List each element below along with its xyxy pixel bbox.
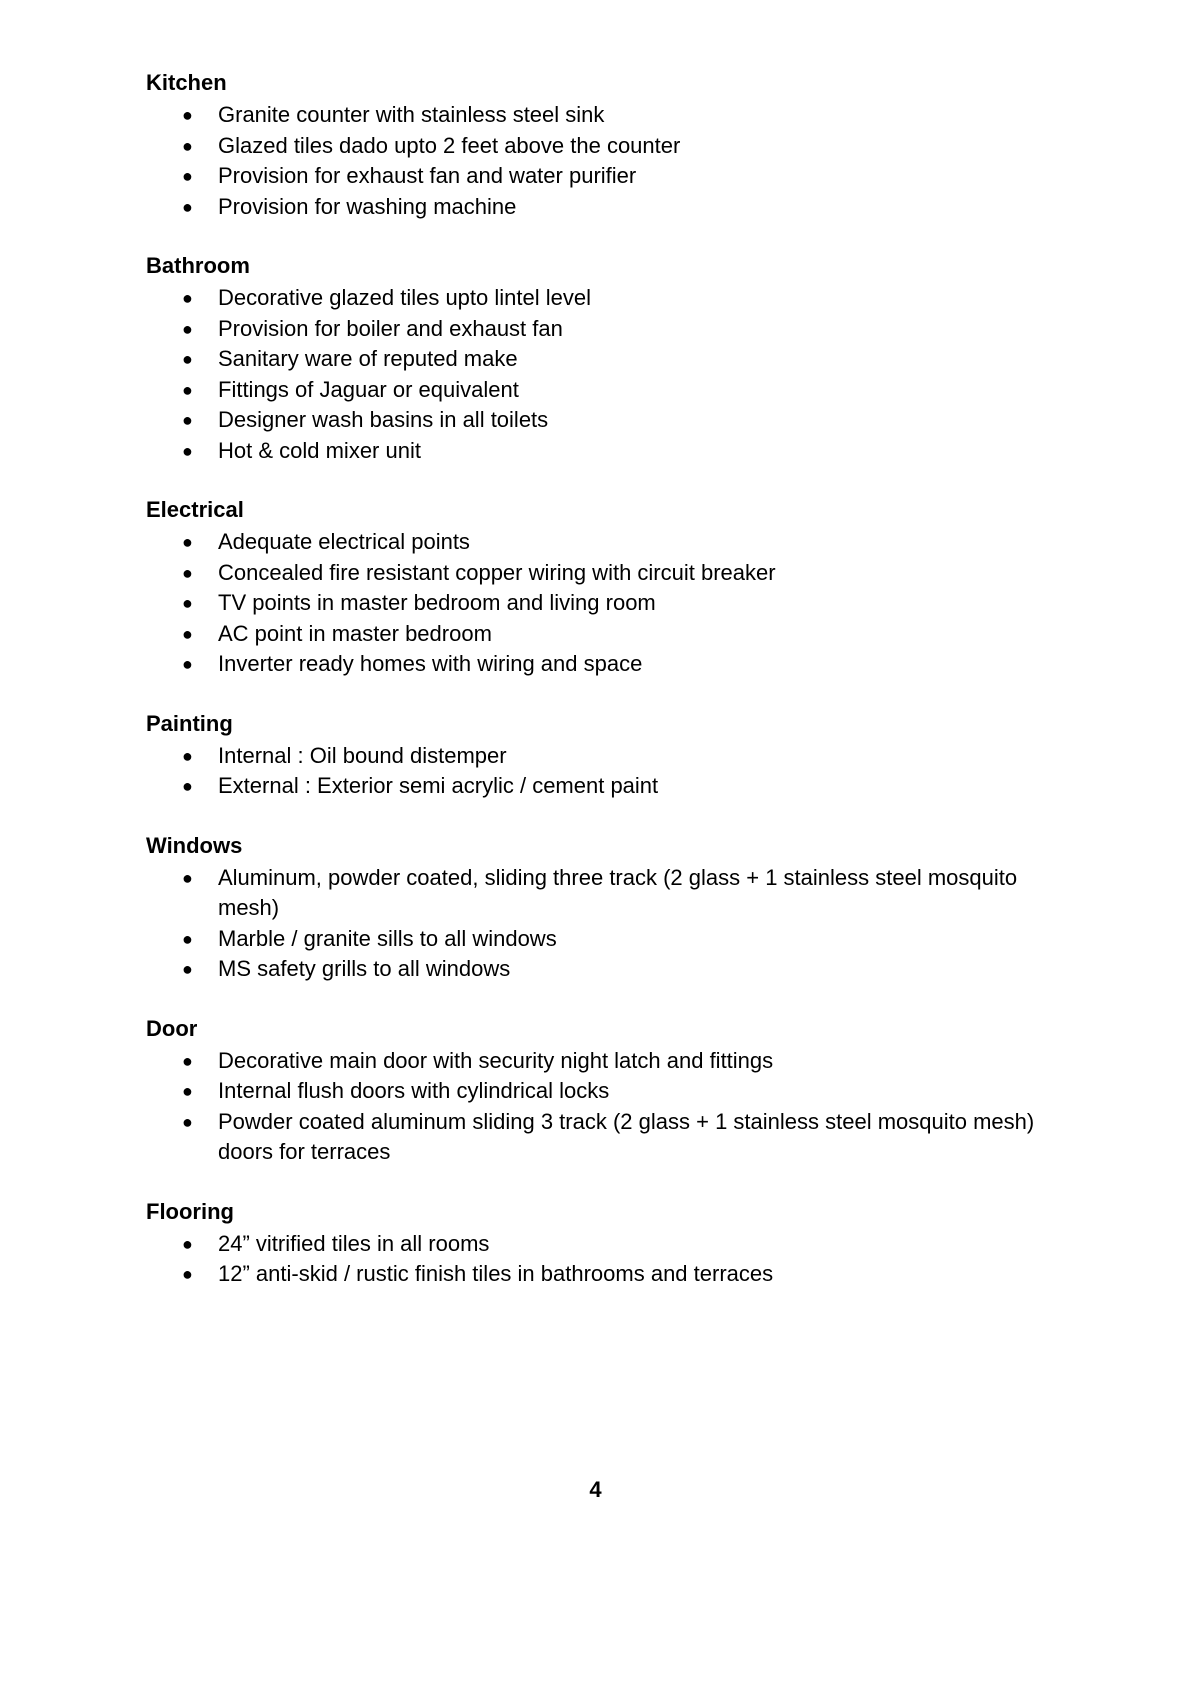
list-item (146, 1107, 1076, 1168)
bullet-list (146, 527, 1076, 680)
section-kitchen (146, 69, 1076, 222)
section-windows (146, 832, 1076, 985)
list-item-text: Sanitary ware of reputed make (218, 346, 518, 371)
list-item (146, 436, 1076, 467)
list-item-text: Powder coated aluminum sliding 3 track (2 glass + 1 stainless steel mosquito mesh) doors for terraces (218, 1108, 1035, 1164)
list-item-text: Hot & cold mixer unit (218, 437, 421, 463)
list-item-text: Adequate electrical points (218, 529, 470, 554)
list-item (146, 771, 1076, 802)
section-heading: Flooring (146, 1198, 234, 1224)
bullet-icon: ● (182, 776, 193, 796)
section-bathroom (146, 252, 1076, 466)
bullet-icon: ● (182, 867, 193, 888)
section-heading: Windows (146, 832, 243, 858)
list-item (146, 1076, 1076, 1107)
section-heading: Electrical (146, 497, 244, 522)
list-item-text: Provision for exhaust fan and water purifier (218, 163, 637, 188)
list-item (146, 527, 1076, 558)
bullet-icon: ● (182, 532, 193, 552)
list-item (146, 344, 1076, 375)
bullet-icon: ● (182, 1111, 193, 1132)
bullet-icon: ● (182, 959, 193, 979)
bullet-icon: ● (182, 1233, 193, 1254)
bullet-list (146, 863, 1076, 985)
bullet-icon: ● (182, 349, 193, 369)
list-item-text: AC point in master bedroom (218, 620, 492, 646)
list-item-text: Provision for washing machine (218, 193, 517, 219)
section-heading: Bathroom (146, 253, 250, 278)
section-heading: Painting (146, 710, 233, 736)
bullet-icon: ● (182, 318, 193, 339)
list-item (146, 100, 1076, 131)
bullet-list (146, 741, 1076, 802)
bullet-icon: ● (182, 379, 193, 400)
list-item-text: Glazed tiles dado upto 2 feet above the counter (218, 132, 681, 158)
bullet-icon: ● (182, 562, 193, 583)
list-item (146, 588, 1076, 619)
list-item (146, 405, 1076, 436)
section-heading: Door (146, 1015, 198, 1041)
list-item (146, 375, 1076, 406)
list-item-text: TV points in master bedroom and living room (218, 590, 656, 615)
list-item (146, 1046, 1076, 1077)
list-item (146, 1259, 1076, 1290)
bullet-icon: ● (182, 135, 193, 156)
bullet-icon: ● (182, 105, 193, 125)
bullet-list (146, 100, 1076, 222)
section-door (146, 1015, 1076, 1168)
bullet-icon: ● (182, 928, 193, 949)
list-item (146, 924, 1076, 955)
bullet-icon: ● (182, 166, 193, 186)
list-item-text: Designer wash basins in all toilets (218, 407, 549, 432)
list-item (146, 649, 1076, 680)
list-item-text: Concealed fire resistant copper wiring with circuit breaker (218, 559, 776, 585)
list-item (146, 954, 1076, 985)
list-item (146, 1229, 1076, 1260)
list-item-text: Internal flush doors with cylindrical locks (218, 1078, 610, 1103)
list-item (146, 161, 1076, 192)
list-item-text: MS safety grills to all windows (218, 956, 511, 981)
bullet-icon: ● (182, 410, 193, 430)
list-item-text: Internal : Oil bound distemper (218, 742, 507, 768)
bullet-icon: ● (182, 288, 193, 308)
document-body (146, 69, 1076, 1320)
section-electrical (146, 496, 1076, 680)
list-item-text: Marble / granite sills to all windows (218, 925, 557, 951)
list-item (146, 863, 1076, 924)
list-item-text: Fittings of Jaguar or equivalent (218, 376, 519, 402)
list-item (146, 192, 1076, 223)
list-item (146, 558, 1076, 589)
section-heading: Kitchen (146, 70, 227, 95)
list-item-text: Decorative glazed tiles upto lintel level (218, 285, 591, 310)
list-item-text: 24” vitrified tiles in all rooms (218, 1230, 490, 1256)
list-item-text: Decorative main door with security night latch and fittings (218, 1047, 774, 1073)
list-item (146, 741, 1076, 772)
bullet-icon: ● (182, 654, 193, 674)
bullet-icon: ● (182, 593, 193, 613)
page-number: 4 (589, 1477, 602, 1502)
bullet-icon: ● (182, 623, 193, 644)
list-item-text: External : Exterior semi acrylic / cement paint (218, 773, 659, 798)
bullet-icon: ● (182, 440, 193, 461)
list-item (146, 131, 1076, 162)
list-item-text: Granite counter with stainless steel sink (218, 102, 605, 127)
bullet-icon: ● (182, 1081, 193, 1101)
bullet-icon: ● (182, 196, 193, 217)
list-item (146, 283, 1076, 314)
section-flooring (146, 1198, 1076, 1290)
list-item-text: Provision for boiler and exhaust fan (218, 315, 563, 341)
bullet-icon: ● (182, 1264, 193, 1284)
bullet-list (146, 283, 1076, 466)
bullet-icon: ● (182, 1050, 193, 1071)
list-item-text: Aluminum, powder coated, sliding three track (2 glass + 1 stainless steel mosquito mesh) (218, 864, 1018, 920)
list-item (146, 619, 1076, 650)
list-item (146, 314, 1076, 345)
bullet-list (146, 1046, 1076, 1168)
bullet-icon: ● (182, 745, 193, 766)
bullet-list (146, 1229, 1076, 1290)
list-item-text: 12” anti-skid / rustic finish tiles in bathrooms and terraces (218, 1261, 774, 1286)
section-painting (146, 710, 1076, 802)
list-item-text: Inverter ready homes with wiring and space (218, 651, 643, 676)
